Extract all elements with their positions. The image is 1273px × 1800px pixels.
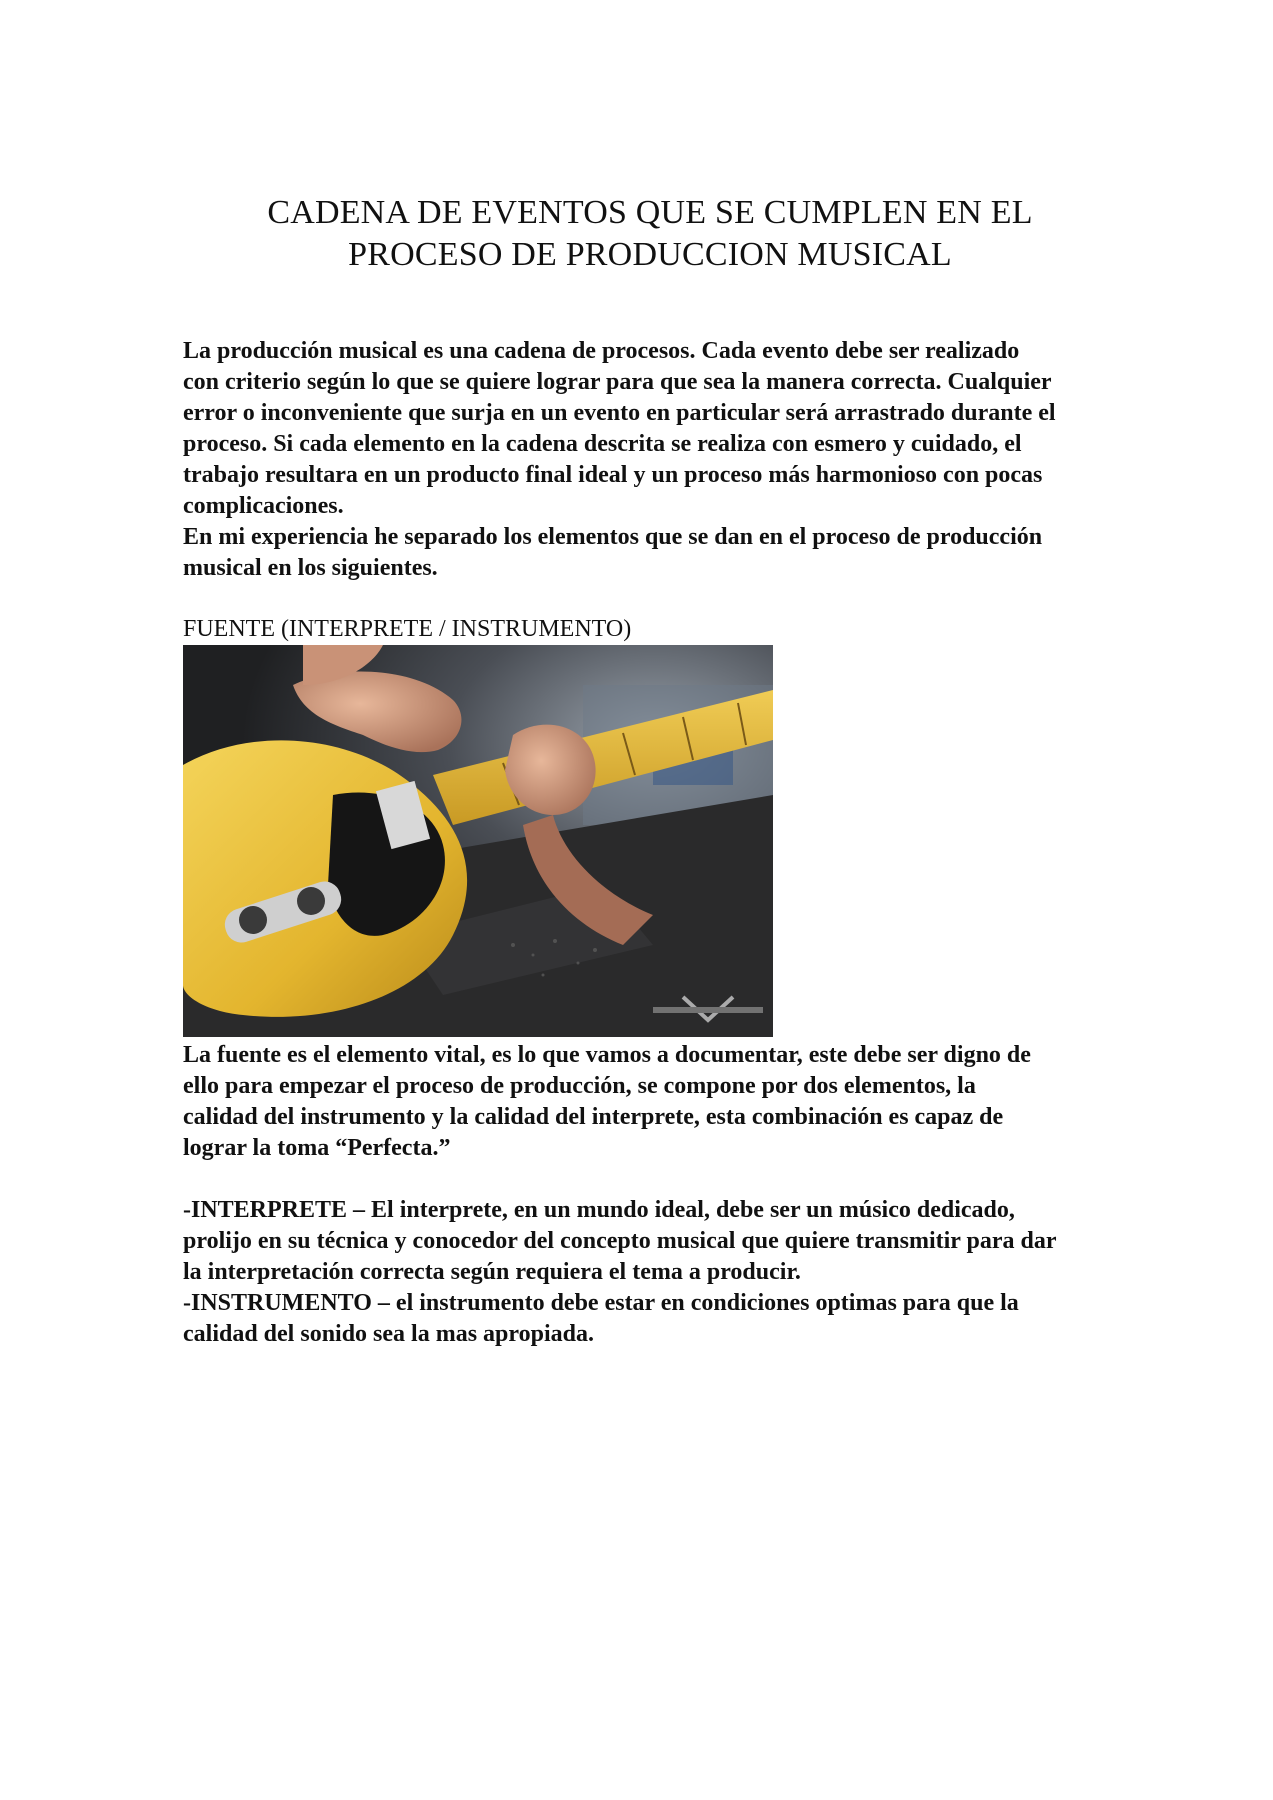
title-line-1: CADENA DE EVENTOS QUE SE CUMPLEN EN EL bbox=[267, 194, 1033, 231]
intro-paragraph bbox=[183, 336, 1103, 522]
text-line: proceso. Si cada elemento en la cadena descrita se realiza con esmero y cuidado, el bbox=[183, 431, 1022, 457]
text-line: -INSTRUMENTO – el instrumento debe estar en condiciones optimas para que la bbox=[183, 1290, 1019, 1316]
text-line: En mi experiencia he separado los elementos que se dan en el proceso de producción bbox=[183, 524, 1043, 550]
text-line: musical en los siguientes. bbox=[183, 555, 438, 581]
text-line: prolijo en su técnica y conocedor del concepto musical que quiere transmitir para dar bbox=[183, 1228, 1057, 1254]
experience-paragraph bbox=[183, 522, 1103, 584]
text-line: La fuente es el elemento vital, es lo que vamos a documentar, este debe ser digno de bbox=[183, 1042, 1031, 1068]
text-line: lograr la toma “Perfecta.” bbox=[183, 1135, 451, 1161]
text-line: calidad del sonido sea la mas apropiada. bbox=[183, 1321, 594, 1347]
fuente-description bbox=[183, 1040, 1103, 1164]
text-line: La producción musical es una cadena de procesos. Cada evento debe ser realizado bbox=[183, 338, 1020, 364]
instrumento-paragraph bbox=[183, 1288, 1103, 1350]
guitar-photo-icon bbox=[183, 645, 773, 1037]
section-heading bbox=[183, 614, 1103, 645]
text-line: complicaciones. bbox=[183, 493, 344, 519]
interprete-paragraph bbox=[183, 1195, 1103, 1288]
text-line: calidad del instrumento y la calidad del interprete, esta combinación es capaz de bbox=[183, 1104, 1004, 1130]
text-line: con criterio según lo que se quiere lograr para que sea la manera correcta. Cualquier bbox=[183, 369, 1052, 395]
text-line: -INTERPRETE – El interprete, en un mundo ideal, debe ser un músico dedicado, bbox=[183, 1197, 1015, 1223]
text-line: ello para empezar el proceso de producción, se compone por dos elementos, la bbox=[183, 1073, 976, 1099]
text-line: error o inconveniente que surja en un evento en particular será arrastrado durante el bbox=[183, 400, 1056, 426]
text-line: trabajo resultara en un producto final ideal y un proceso más harmonioso con pocas bbox=[183, 462, 1043, 488]
title-line-2: PROCESO DE PRODUCCION MUSICAL bbox=[348, 236, 952, 273]
page-title bbox=[150, 192, 1150, 276]
text-line: la interpretación correcta según requiera el tema a producir. bbox=[183, 1259, 801, 1285]
guitar-photo bbox=[183, 645, 773, 1037]
section-heading-text: FUENTE (INTERPRETE / INSTRUMENTO) bbox=[183, 616, 632, 642]
